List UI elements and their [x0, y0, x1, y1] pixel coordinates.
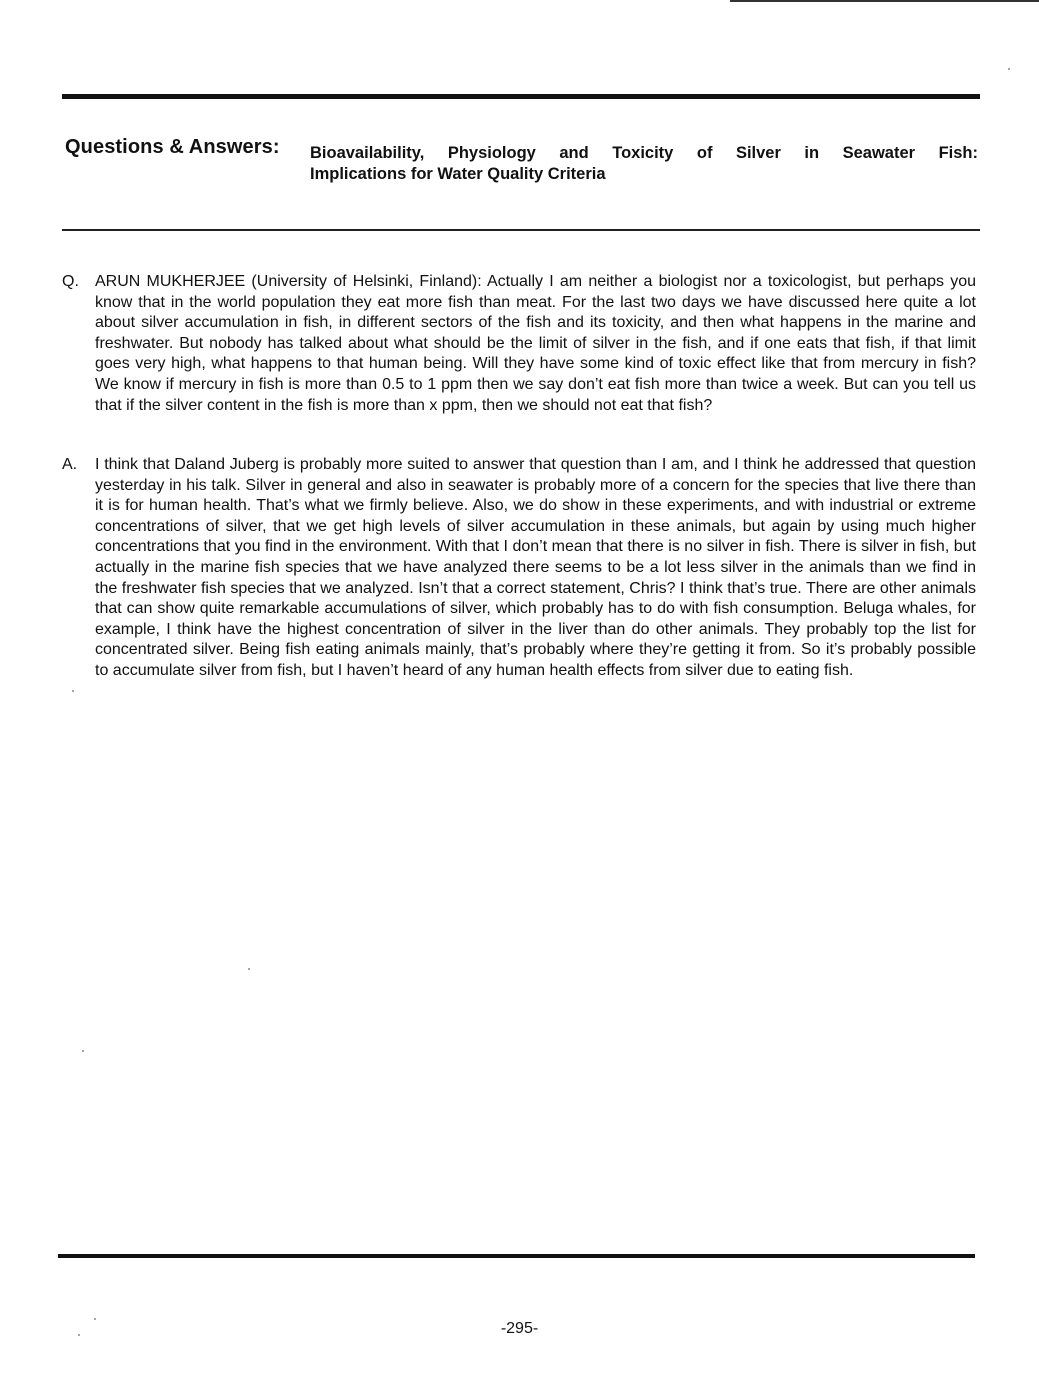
heading-title-line-1: Bioavailability, Physiology and Toxicity of Silver in Seawater Fish:: [310, 144, 978, 162]
scan-speck: [72, 690, 74, 692]
question-marker: Q.: [62, 273, 79, 290]
answer-marker: A.: [62, 456, 78, 473]
scan-edge-mark: [730, 0, 1039, 2]
bottom-thick-rule: [58, 1254, 975, 1258]
question-block: [62, 272, 976, 416]
heading-title: [310, 143, 978, 185]
page-number: -295-: [500, 1320, 539, 1337]
scan-speck: [248, 968, 250, 970]
heading-separator-rule: [62, 229, 980, 231]
scan-speck: [82, 1050, 84, 1052]
top-thick-rule: [62, 94, 980, 99]
question-text: ARUN MUKHERJEE (University of Helsinki, Finland): Actually I am neither a biologist nor a toxicologist, but perhaps you know that in the world population they eat more fish than meat. For the last two days we have discussed here quite a lot about silver accumulation in fish, in different sectors of the fish and its toxicity, and then what happens in the marine and freshwater. But nobody has talked about what should be the limit of silver in the fish, and if one eats that fish, if that limit goes very high, what happens to that human being. Will they have some kind of toxic effect like that from mercury in fish? We know if mercury in fish is more than 0.5 to 1 ppm then we say don’t eat fish more than twice a week. But can you tell us that if the silver content in the fish is more than x ppm, then we should not eat that fish?: [95, 273, 976, 414]
answer-block: [62, 455, 976, 682]
heading-title-line-2: Implications for Water Quality Criteria: [310, 165, 606, 183]
answer-text: I think that Daland Juberg is probably more suited to answer that question than I am, and I think he addressed that question yesterday in his talk. Silver in general and also in seawater is probably more of a concern for the species that live there than it is for human health. That’s what we firmly believe. Also, we do show in these experiments, and with industrial or extreme concentrations of silver, that we get high levels of silver accumulation in these animals, but again by using much higher concentrations that you find in the environment. With that I don’t mean that there is no silver in fish. There is silver in fish, but actually in the marine fish species that we have analyzed there seems to be a lot less silver in the animals than we find in the freshwater fish species that we analyzed. Isn’t that a correct statement, Chris? I think that’s true. There are other animals that can show quite remarkable accumulations of silver, which probably has to do with fish consumption. Beluga whales, for example, I think have the highest concentration of silver in the liver than do other animals. They probably top the list for concentrated silver. Being fish eating animals mainly, that’s probably where they’re getting it from. So it’s probably possible to accumulate silver from fish, but I haven’t heard of any human health effects from silver due to eating fish.: [95, 456, 976, 679]
scan-speck: [1008, 68, 1010, 70]
heading-label: Questions & Answers:: [65, 136, 280, 158]
